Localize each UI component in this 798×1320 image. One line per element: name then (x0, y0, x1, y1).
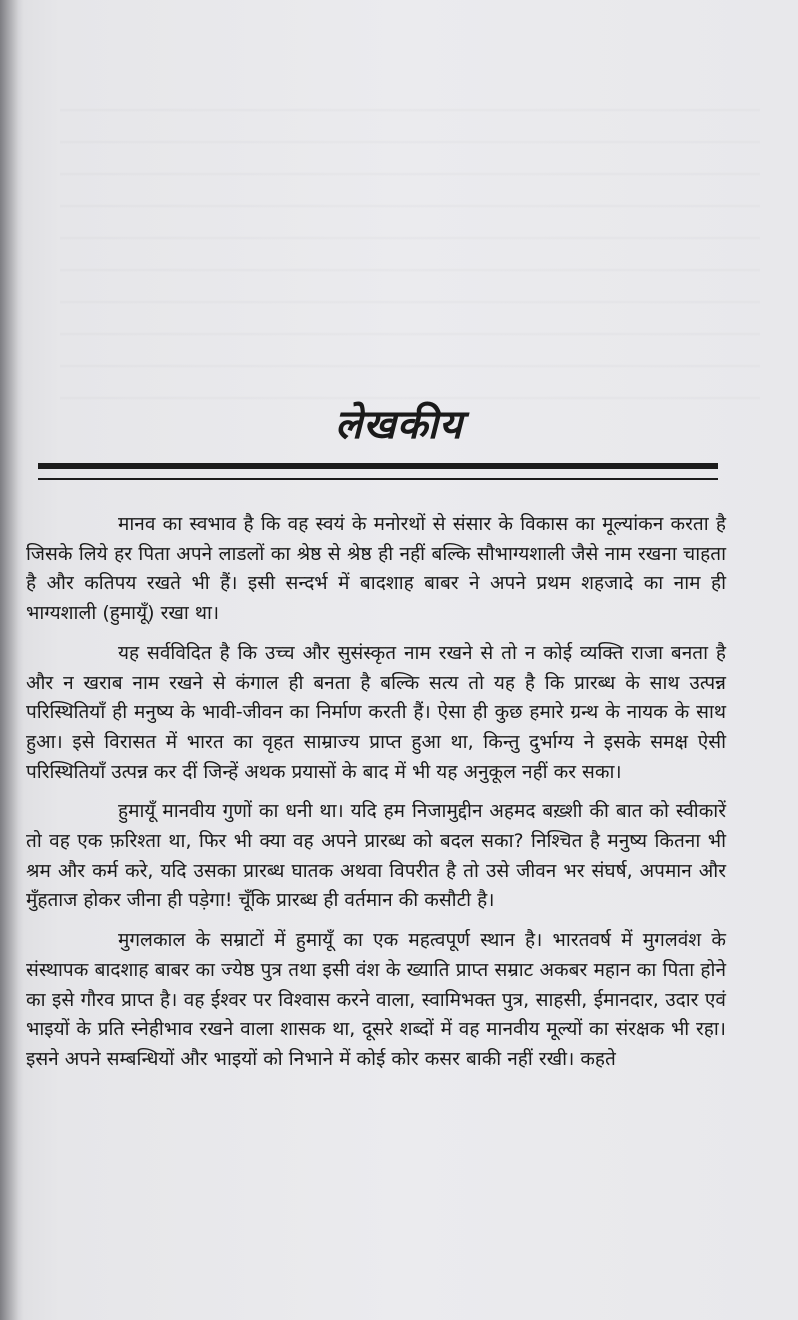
heading-rule-thick (38, 463, 718, 469)
book-spine-shadow (0, 0, 18, 1320)
chapter-heading: लेखकीय (334, 402, 464, 448)
paragraph-1: मानव का स्वभाव है कि वह स्वयं के मनोरथों से संसार के विकास का मूल्यांकन करता है जिसके लिये हर पिता अपने लाडलों का श्रेष्ठ से श्रेष्ठ ही नहीं बल्कि सौभाग्यशाली जैसे नाम रखना चाहता है और कतिपय रखते भी हैं। इसी सन्दर्भ में बादशाह बाबर ने अपने प्रथम शहजादे का नाम ही भाग्यशाली (हुमायूँ) रखा था। (26, 513, 726, 625)
heading-rule-thin (38, 478, 718, 480)
paragraph-3: हुमायूँ मानवीय गुणों का धनी था। यदि हम निजामुद्दीन अहमद बख़्शी की बात को स्वीकारें तो वह एक फ़रिश्ता था, फिर भी क्या वह अपने प्रारब्ध को बदल सका? निश्चित है मनुष्य कितना भी श्रम और कर्म करे, यदि उसका प्रारब्ध घातक अथवा विपरीत है तो उसे जीवन भर संघर्ष, अपमान और मुँहताज होकर जीना ही पड़ेगा! चूँकि प्रारब्ध ही वर्तमान की कसौटी है। (26, 800, 726, 912)
paragraph-4: मुगलकाल के सम्राटों में हुमायूँ का एक महत्वपूर्ण स्थान है। भारतवर्ष में मुगलवंश के संस्थापक बादशाह बाबर का ज्येष्ठ पुत्र तथा इसी वंश के ख्याति प्राप्त सम्राट अकबर महान का पिता होने का इसे गौरव प्राप्त है। वह ईश्वर पर विश्वास करने वाला, स्वामिभक्त पुत्र, साहसी, ईमानदार, उदार एवं भाइयों के प्रति स्नेहीभाव रखने वाला शासक था, दूसरे शब्दों में वह मानवीय मूल्यों का संरक्षक भी रहा। इसने अपने सम्बन्धियों और भाइयों को निभाने में कोई कोर कसर बाकी नहीं रखी। कहते (26, 929, 726, 1070)
paragraph-2: यह सर्वविदित है कि उच्च और सुसंस्कृत नाम रखने से तो न कोई व्यक्ति राजा बनता है और न खराब नाम रखने से कंगाल ही बनता है बल्कि सत्य तो यह है कि प्रारब्ध के साथ उत्पन्न परिस्थितियाँ ही मनुष्य के भावी-जीवन का निर्माण करती हैं। ऐसा ही कुछ हमारे ग्रन्थ के नायक के साथ हुआ। इसे विरासत में भारत का वृहत साम्राज्य प्राप्त हुआ था, किन्तु दुर्भाग्य ने इसके समक्ष ऐसी परिस्थितियाँ उत्पन्न कर दीं जिन्हें अथक प्रयासों के बाद में भी यह अनुकूल नहीं कर सका। (26, 641, 726, 783)
body-text (26, 510, 726, 1085)
show-through-texture (60, 80, 760, 400)
